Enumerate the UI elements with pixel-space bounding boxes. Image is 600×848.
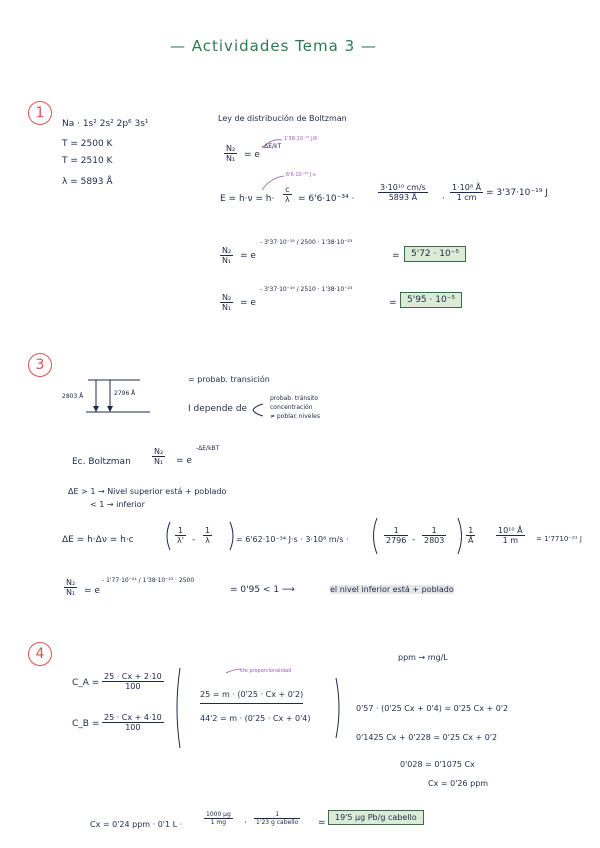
condition-inferior: < 1 → inferior xyxy=(90,500,145,509)
wavelength-2803: 2803 Å xyxy=(62,393,84,400)
eq-fraction: $\frac{\text{N₂}}{\text{N₁}}$ xyxy=(154,447,164,466)
proportionality-constant-note: cte proporcionalidad xyxy=(240,668,292,674)
temperature-1: T = 2500 K xyxy=(62,139,113,149)
final-exponent: - 1'77·10⁻²¹ / 1'38·10⁻²³ · 2500 xyxy=(102,577,195,584)
ratio-exponent: -ΔE/kT xyxy=(262,143,282,150)
section-number-4: 4 xyxy=(28,642,52,666)
energy-lhs: E = h·ν = h· xyxy=(220,194,275,204)
boltzmann-eq-label: Ec. Boltzman xyxy=(72,457,131,467)
delta-e-frac-2796: $\frac{1}{2796}$ xyxy=(386,526,407,545)
equation-b: 44'2 = m · (0'25 · Cx + 0'4) xyxy=(200,714,311,723)
ratio-2-result: 5'95 · 10⁻⁵ xyxy=(400,292,462,308)
final-result-box: 19'5 μg Pb/g cabello xyxy=(328,810,424,825)
final-conclusion: el nivel inferior está + poblado xyxy=(330,585,454,594)
delta-e-frac-1: $\frac{1}{\lambda'}$ xyxy=(177,526,184,545)
delta-e-constants: = 6'62·10⁻³⁴ J·s · 3·10⁸ m/s · xyxy=(236,535,349,544)
temperature-2: T = 2510 K xyxy=(62,156,113,166)
concentration-a-label: C_A = xyxy=(72,678,100,688)
c-over-lambda: $\frac{c}{\lambda}$ xyxy=(285,185,290,204)
solve-step-3: 0'028 = 0'1075 Cx xyxy=(400,760,475,769)
energy-result: = 3'37·10⁻¹⁹ J xyxy=(486,188,548,198)
condition-superior: ΔE > 1 → Nivel superior está + poblado xyxy=(68,487,227,496)
wavelength: λ = 5893 Å xyxy=(62,177,113,187)
ratio-2-fraction: $\frac{\text{N₂}}{\text{N₁}}$ xyxy=(222,293,232,312)
wavelength-2796: 2796 Å xyxy=(114,390,136,397)
final-calc-lhs: Cx = 0'24 ppm · 0'1 L · xyxy=(90,820,183,829)
angstrom-conversion: $\frac{\text{1·10⁸ Å}}{1 cm}$ xyxy=(452,183,482,202)
final-calc-frac-2: 1 1'23 g cabello xyxy=(256,811,299,826)
ratio-equals: = e xyxy=(244,150,260,160)
ratio-1-fraction: $\frac{\text{N₂}}{\text{N₁}}$ xyxy=(222,246,232,265)
electron-config: Na · 1s² 2s² 2p⁶ 3s¹ xyxy=(62,119,149,129)
solve-step-2: 0'1425 Cx + 0'228 = 0'25 Cx + 0'2 xyxy=(356,733,498,742)
energy-planck: = 6'6·10⁻³⁴ · xyxy=(298,194,355,204)
boltzmann-law-heading: Ley de distribución de Boltzman xyxy=(218,114,347,123)
ratio-2-exponent: - 3'37·10⁻¹⁹ / 2510 · 1'38·10⁻²³ xyxy=(260,286,353,293)
boltzmann-constant-note: 1'38·10⁻²³ J/K xyxy=(284,136,318,142)
ppm-conversion: ppm → mg/L xyxy=(398,653,448,662)
final-calc-frac-1: $\frac{1000 \mu g}{1 mg}$ xyxy=(206,811,231,826)
delta-e-conversion: $\frac{\text{10¹⁰ Å}}{1 m}$ xyxy=(498,526,523,545)
final-ratio-fraction: $\frac{\text{N₂}}{\text{N₁}}$ xyxy=(66,578,76,597)
delta-e-frac-2803: $\frac{1}{2803}$ xyxy=(424,526,445,545)
section-number-1: 1 xyxy=(28,101,52,125)
section-number-3: 3 xyxy=(28,353,52,377)
dependency-1: probab. tránsito xyxy=(270,395,319,402)
ratio-1-result: 5'72 · 10⁻⁵ xyxy=(404,246,466,262)
concentration-a-fraction: $\frac{25 \cdot Cx + 2\cdot 10}{100}$ xyxy=(104,672,162,691)
delta-e-result: = 1'7710⁻²¹ J xyxy=(536,535,582,543)
solve-step-1: 0'57 · (0'25 Cx + 0'4) = 0'25 Cx + 0'2 xyxy=(356,704,509,713)
ratio-fraction: $\frac{\text{N₂}}{\text{N₁}}$ xyxy=(226,144,236,163)
concentration-b-label: C_B = xyxy=(72,719,100,729)
equation-a: 25 = m · (0'25 · Cx + 0'2) xyxy=(200,690,303,704)
delta-e-frac-2: $\frac{1}{\lambda}$ xyxy=(205,526,211,545)
dependency-2: concentración xyxy=(270,404,313,411)
dependency-3: ≠ poblac niveles xyxy=(270,413,320,420)
delta-e-frac-angstrom: $\frac{1}{Å}$ xyxy=(468,526,474,545)
final-comparison: = 0'95 < 1 ⟶ xyxy=(230,585,295,595)
speed-over-wavelength: $\frac{\text{3·10¹⁰ cm/s}}{5893 Å}$ xyxy=(380,183,426,202)
planck-constant-note: 6'6·10⁻³⁴ J·s xyxy=(286,172,316,178)
solve-step-4: Cx = 0'26 ppm xyxy=(428,779,489,788)
transition-probability: = probab. transición xyxy=(188,375,270,384)
ratio-1-exponent: - 3'37·10⁻¹⁹ / 2500 · 1'38·10⁻²³ xyxy=(260,239,353,246)
page-title: — Actividades Tema 3 — xyxy=(170,37,377,55)
intensity-depends: I depende de xyxy=(188,404,248,414)
delta-e-lhs: ΔE = h·Δν = h·c xyxy=(62,535,134,545)
eq-exponent: -ΔE/kBT xyxy=(196,445,220,452)
concentration-b-fraction: $\frac{25 \cdot Cx + 4\cdot 10}{100}$ xyxy=(104,713,162,732)
